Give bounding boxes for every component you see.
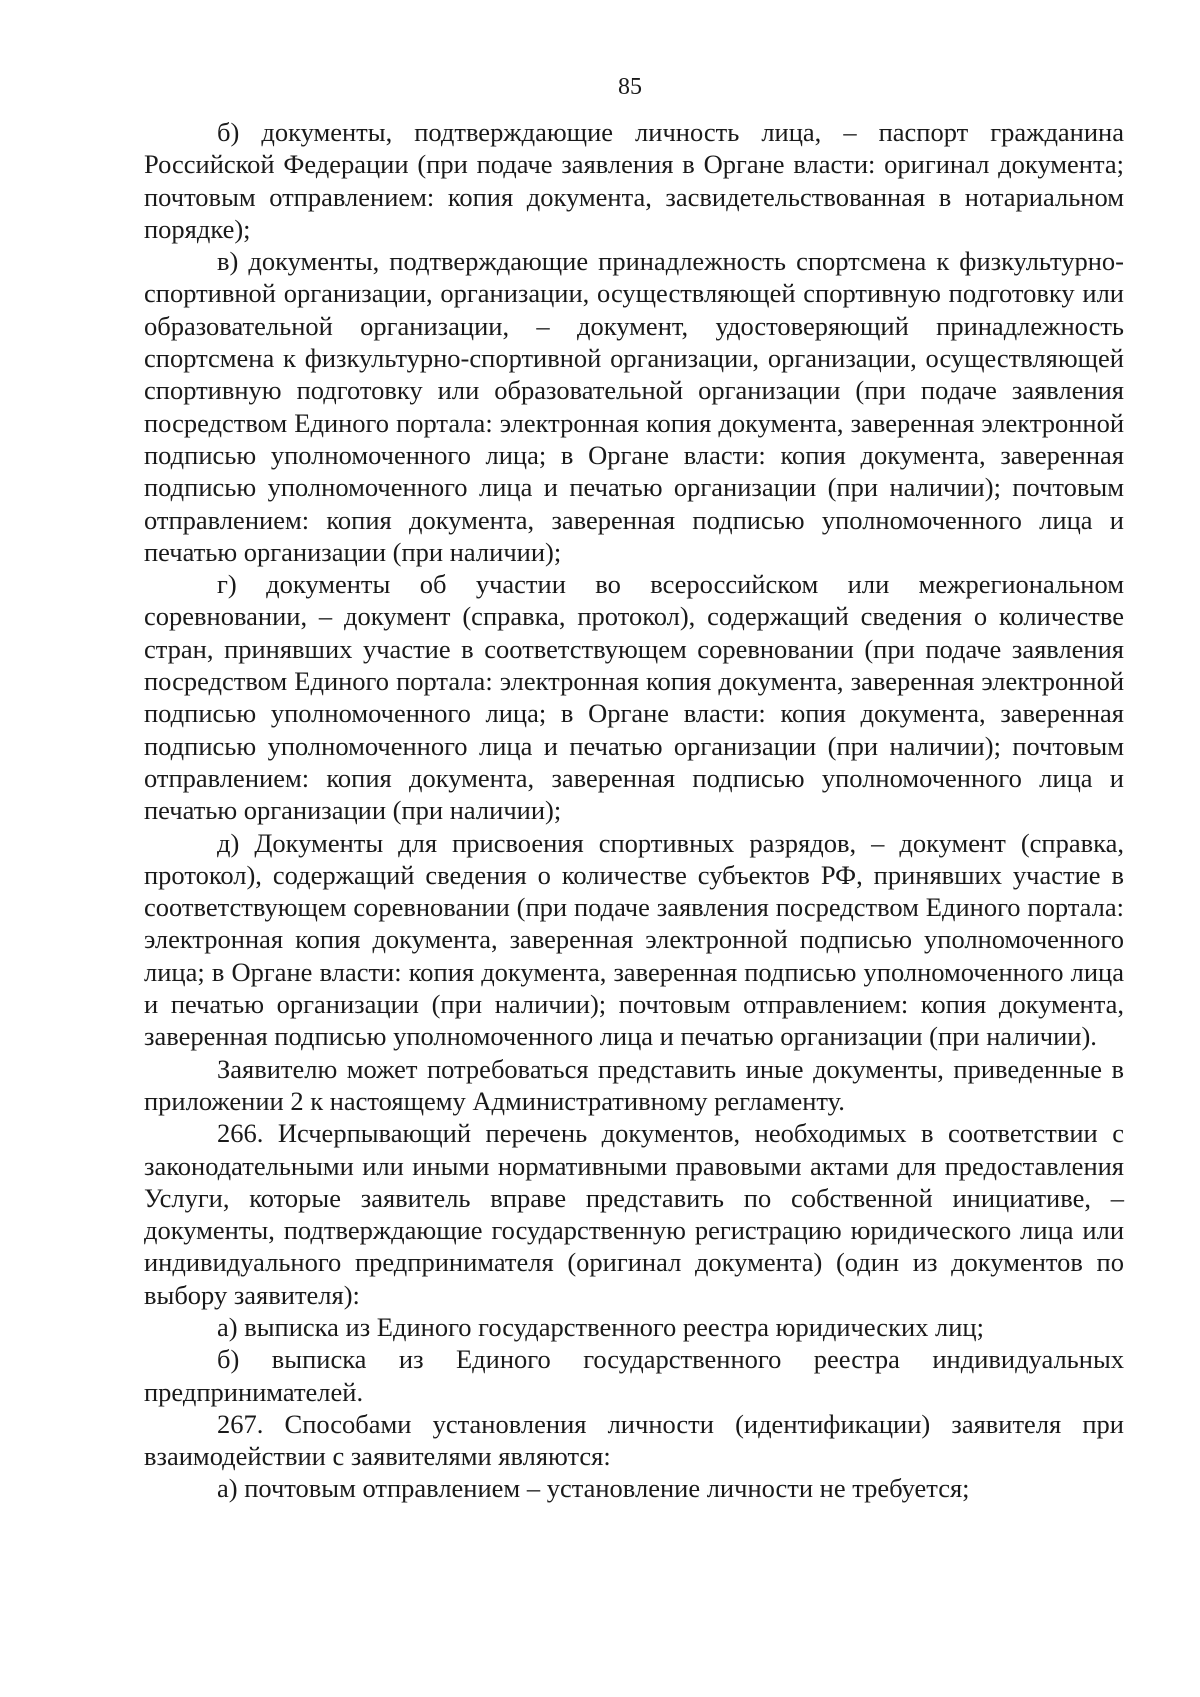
paragraph-266: 266. Исчерпывающий перечень документов, необходимых в соответствии с законодательными или иными нормативными правовыми актами для предоставления Услуги, которые заявитель вправе представить по собственной инициативе, – документы, подтверждающие государственную регистрацию юридического лица или индивидуального предпринимателя (оригинал документа) (один из документов по выбору заявителя): <box>144 1118 1124 1310</box>
document-body <box>144 116 1124 1505</box>
page-number: 85 <box>618 74 642 100</box>
paragraph-d-sport-rank-docs: д) Документы для присвоения спортивных разрядов, – документ (справка, протокол), содержащий сведения о количестве субъектов РФ, принявших участие в соответствующем соревновании (при подаче заявления посредством Единого портала: электронная копия документа, заверенная электронной подписью уполномоченного лица; в Органе власти: копия документа, заверенная подписью уполномоченного лица и печатью организации (при наличии); почтовым отправлением: копия документа, заверенная подписью уполномоченного лица и печатью организации (при наличии). <box>144 827 1124 1052</box>
paragraph-b-identity-docs: б) документы, подтверждающие личность лица, – паспорт гражданина Российской Федерации (при подаче заявления в Органе власти: оригинал документа; почтовым отправлением: копия документа, засвидетельствованная в нотариальном порядке); <box>144 117 1124 244</box>
paragraph-g-competition-docs: г) документы об участии во всероссийском или межрегиональном соревновании, – документ (справка, протокол), содержащий сведения о количестве стран, принявших участие в соответствующем соревновании (при подаче заявления посредством Единого портала: электронная копия документа, заверенная электронной подписью уполномоченного лица; в Органе власти: копия документа, заверенная подписью уполномоченного лица и печатью организации (при наличии); почтовым отправлением: копия документа, заверенная подписью уполномоченного лица и печатью организации (при наличии); <box>144 569 1124 826</box>
paragraph-266-a: а) выписка из Единого государственного реестра юридических лиц; <box>217 1311 984 1342</box>
paragraph-267: 267. Способами установления личности (идентификации) заявителя при взаимодействии с заявителями являются: <box>144 1408 1124 1472</box>
paragraph-v-sport-organization-docs: в) документы, подтверждающие принадлежность спортсмена к физкультурно-спортивной организации, организации, осуществляющей спортивную подготовку или образовательной организации, – документ, удостоверяющий принадлежность спортсмена к физкультурно-спортивной организации, организации, осуществляющей спортивную подготовку или образовательной организации (при подаче заявления посредством Единого портала: электронная копия документа, заверенная электронной подписью уполномоченного лица; в Органе власти: копия документа, заверенная подписью уполномоченного лица и печатью организации (при наличии); почтовым отправлением: копия документа, заверенная подписью уполномоченного лица и печатью организации (при наличии); <box>144 246 1124 567</box>
paragraph-other-documents: Заявителю может потребоваться представить иные документы, приведенные в приложении 2 к настоящему Административному регламенту. <box>144 1053 1124 1116</box>
paragraph-267-a: а) почтовым отправлением – установление личности не требуется; <box>217 1473 970 1504</box>
paragraph-266-b: б) выписка из Единого государственного реестра индивидуальных предпринимателей. <box>144 1344 1124 1407</box>
